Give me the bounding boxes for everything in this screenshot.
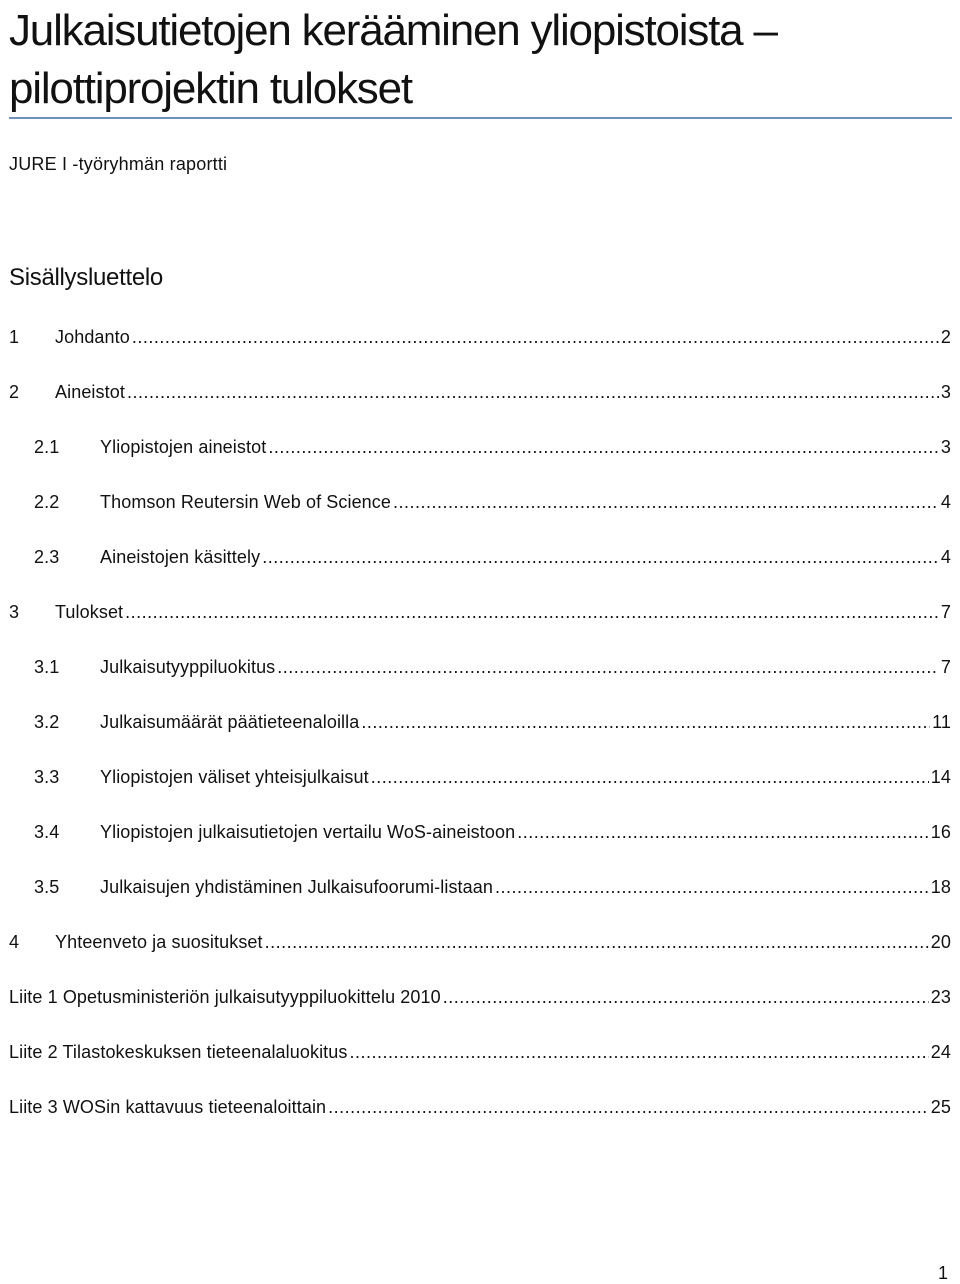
toc-entry-julkaisumaarat[interactable] (9, 709, 951, 735)
toc-entry-web-of-science[interactable] (9, 489, 951, 515)
toc-dot-leader (393, 489, 939, 515)
document-subtitle: JURE I -työryhmän raportti (9, 154, 228, 174)
toc-dot-leader (265, 929, 929, 955)
toc-entry-label: Yliopistojen aineistot (100, 437, 267, 457)
toc-entry-number: 3 (9, 602, 20, 622)
toc-entry-label: Tulokset (55, 602, 124, 622)
toc-entry-number: 3.5 (34, 877, 60, 897)
toc-dot-leader (371, 764, 929, 790)
toc-entry-page: 7 (940, 602, 951, 622)
toc-dot-leader (443, 984, 929, 1010)
toc-entry-label: Johdanto (55, 327, 130, 347)
toc-entry-page: 16 (930, 822, 951, 842)
toc-entry-number: 4 (9, 932, 20, 952)
toc-entry-tulokset[interactable] (9, 599, 951, 625)
toc-dot-leader (350, 1039, 929, 1065)
toc-entry-yhteenveto[interactable] (9, 929, 951, 955)
toc-entry-page: 24 (930, 1042, 951, 1062)
toc-entry-julkaisufoorumi[interactable] (9, 874, 951, 900)
toc-entry-number: 3.3 (34, 767, 60, 787)
toc-entry-number: 3.2 (34, 712, 60, 732)
toc-entry-label: Aineistot (55, 382, 125, 402)
toc-entry-page: 25 (930, 1097, 951, 1117)
toc-entry-wos-vertailu[interactable] (9, 819, 951, 845)
toc-entry-page: 7 (940, 657, 951, 677)
toc-entry-aineistojen-kasittely[interactable] (9, 544, 951, 570)
toc-dot-leader (328, 1094, 929, 1120)
toc-dot-leader (277, 654, 939, 680)
toc-entry-number: 3.4 (34, 822, 60, 842)
toc-entry-aineistot[interactable] (9, 379, 951, 405)
toc-entry-page: 4 (940, 547, 951, 567)
toc-entry-page: 3 (940, 437, 951, 457)
toc-entry-page: 20 (930, 932, 951, 952)
toc-entry-label: Liite 2 Tilastokeskuksen tieteenalaluokitus (9, 1042, 348, 1062)
toc-entry-label: Liite 3 WOSin kattavuus tieteenaloittain (9, 1097, 327, 1117)
toc-entry-number: 2.2 (34, 492, 60, 512)
toc-entry-number: 3.1 (34, 657, 60, 677)
toc-entry-number: 2.1 (34, 437, 60, 457)
title-divider (9, 117, 952, 119)
toc-entry-number: 2.3 (34, 547, 60, 567)
toc-entry-label: Thomson Reutersin Web of Science (100, 492, 392, 512)
toc-dot-leader (125, 599, 939, 625)
toc-dot-leader (127, 379, 939, 405)
toc-entry-label: Aineistojen käsittely (100, 547, 261, 567)
toc-dot-leader (495, 874, 929, 900)
toc-dot-leader (132, 324, 939, 350)
toc-entry-label: Liite 1 Opetusministeriön julkaisutyyppiluokittelu 2010 (9, 987, 441, 1007)
page-number: 1 (937, 1263, 948, 1283)
toc-entry-number: 1 (9, 327, 20, 347)
toc-entry-label: Yliopistojen väliset yhteisjulkaisut (100, 767, 369, 787)
toc-entry-page: 23 (930, 987, 951, 1007)
toc-entry-page: 11 (932, 712, 951, 732)
toc-entry-label: Julkaisutyyppiluokitus (100, 657, 276, 677)
toc-entry-label: Julkaisumäärät päätieteenaloilla (100, 712, 360, 732)
document-title: Julkaisutietojen kerääminen yliopistoista – pilottiprojektin tulokset (9, 6, 777, 113)
toc-dot-leader (517, 819, 929, 845)
toc-entry-page: 2 (940, 327, 951, 347)
toc-entry-page: 3 (940, 382, 951, 402)
toc-entry-label: Yliopistojen julkaisutietojen vertailu WoS-aineistoon (100, 822, 516, 842)
toc-entry-yhteisjulkaisut[interactable] (9, 764, 951, 790)
toc-dot-leader (361, 709, 930, 735)
toc-entry-label: Yhteenveto ja suositukset (55, 932, 263, 952)
toc-entry-number: 2 (9, 382, 20, 402)
toc-entry-julkaisutyyppiluokitus[interactable] (9, 654, 951, 680)
toc-entry-page: 4 (940, 492, 951, 512)
toc-entry-page: 14 (930, 767, 951, 787)
toc-entry-liite-1[interactable] (9, 984, 951, 1010)
toc-entry-johdanto[interactable] (9, 324, 951, 350)
toc-entry-liite-3[interactable] (9, 1094, 951, 1120)
toc-entry-label: Julkaisujen yhdistäminen Julkaisufoorumi-listaan (100, 877, 493, 897)
toc-heading: Sisällysluettelo (9, 264, 163, 291)
toc-dot-leader (268, 434, 939, 460)
toc-entry-page: 18 (930, 877, 951, 897)
toc-entry-liite-2[interactable] (9, 1039, 951, 1065)
toc-entry-yliopistojen-aineistot[interactable] (9, 434, 951, 460)
toc-dot-leader (262, 544, 939, 570)
